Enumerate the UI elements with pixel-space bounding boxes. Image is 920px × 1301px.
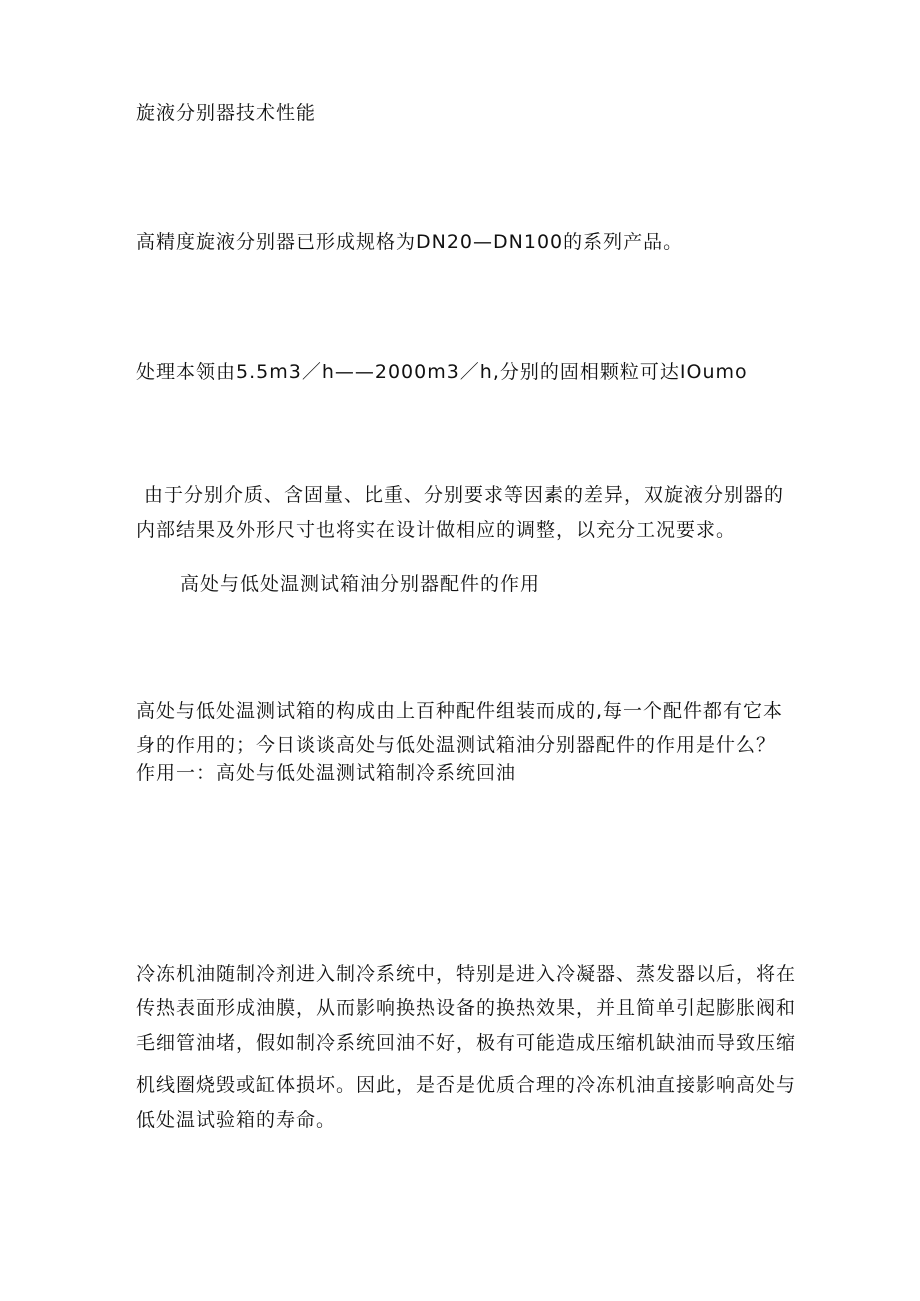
- paragraph-3-line-3: 毛细管油堵，假如制冷系统回油不好，极有可能造成压缩机缺油而导致压缩: [136, 1032, 797, 1054]
- paragraph-2-line-2: 身的作用的；今日谈谈高处与低处温测试箱油分别器配件的作用是什么？: [136, 734, 777, 756]
- capacity-line: 处理本领由5.5m3／h——2000m3／h,分别的固相颗粒可达IOumo: [136, 361, 748, 383]
- paragraph-2-line-3: 作用一：高处与低处温测试箱制冷系统回油: [136, 762, 517, 784]
- paragraph-3-line-2: 传热表面形成油膜，从而影响换热设备的换热效果，并且简单引起膨胀阀和: [136, 997, 797, 1019]
- paragraph-3-line-4: 机线圈烧毁或缸体损坏。因此，是否是优质合理的冷冻机油直接影响高处与: [136, 1074, 797, 1096]
- paragraph-3-line-1: 冷冻机油随制冷剂进入制冷系统中，特别是进入冷凝器、蒸发器以后，将在: [136, 963, 797, 985]
- paragraph-3-line-5: 低处温试验箱的寿命。: [136, 1109, 337, 1131]
- document-title: 旋液分别器技术性能: [136, 102, 317, 124]
- paragraph-1-line-1: 由于分别介质、含固量、比重、分别要求等因素的差异，双旋液分别器的: [144, 484, 785, 506]
- paragraph-2-line-1: 高处与低处温测试箱的构成由上百种配件组装而成的,每一个配件都有它本: [136, 700, 784, 722]
- paragraph-1-line-2: 内部结果及外形尺寸也将实在设计做相应的调整，以充分工况要求。: [136, 519, 737, 541]
- spec-line: 高精度旋液分别器已形成规格为DN20—DN100的系列产品。: [136, 231, 684, 253]
- section-title: 高处与低处温测试箱油分别器配件的作用: [180, 573, 541, 595]
